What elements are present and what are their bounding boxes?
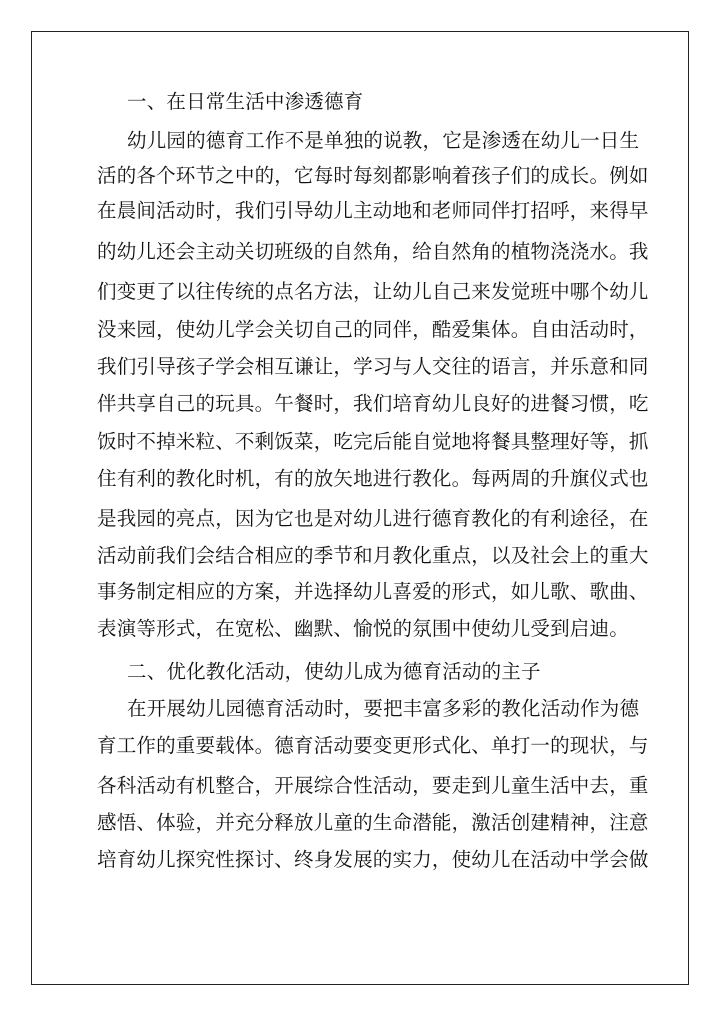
- section-heading: 一、在日常生活中渗透德育: [127, 90, 364, 113]
- paragraph-line: 培育幼儿探究性探讨、终身发展的实力，使幼儿在活动中学会做: [97, 848, 649, 871]
- paragraph-line: 住有利的教化时机，有的放矢地进行教化。每两周的升旗仪式也: [97, 467, 649, 490]
- paragraph-line: 们变更了以往传统的点名方法，让幼儿自己来发觉班中哪个幼儿: [97, 280, 649, 303]
- paragraph-line: 是我园的亮点，因为它也是对幼儿进行德育教化的有利途径，在: [97, 507, 649, 530]
- paragraph-line: 活动前我们会结合相应的季节和月教化重点，以及社会上的重大: [97, 544, 649, 567]
- paragraph-line: 伴共享自己的玩具。午餐时，我们培育幼儿良好的进餐习惯，吃: [97, 392, 649, 415]
- paragraph-line: 在开展幼儿园德育活动时，要把丰富多彩的教化活动作为德: [127, 697, 640, 720]
- paragraph-line: 在晨间活动时，我们引导幼儿主动地和老师同伴打招呼，来得早: [97, 199, 649, 222]
- paragraph-line: 表演等形式，在宽松、幽默、愉悦的氛围中使幼儿受到启迪。: [97, 617, 629, 640]
- paragraph-line: 各科活动有机整合，开展综合性活动，要走到儿童生活中去，重: [97, 774, 649, 797]
- paragraph-line: 没来园，使幼儿学会关切自己的同伴，酷爱集体。自由活动时，: [97, 318, 649, 341]
- paragraph-line: 饭时不掉米粒、不剩饭菜，吃完后能自觉地将餐具整理好等，抓: [97, 430, 649, 453]
- paragraph-line: 活的各个环节之中的，它每时每刻都影响着孩子们的成长。例如: [97, 164, 649, 187]
- paragraph-line: 感悟、体验，并充分释放儿童的生命潜能，激活创建精神，注意: [97, 811, 649, 834]
- paragraph-line: 育工作的重要载体。德育活动要变更形式化、单打一的现状，与: [97, 734, 649, 757]
- paragraph-line: 事务制定相应的方案，并选择幼儿喜爱的形式，如儿歌、歌曲、: [97, 580, 649, 603]
- paragraph-line: 幼儿园的德育工作不是单独的说教，它是渗透在幼儿一日生: [127, 129, 640, 152]
- paragraph-line: 的幼儿还会主动关切班级的自然角，给自然角的植物浇浇水。我: [97, 240, 649, 263]
- section-heading: 二、优化教化活动，使幼儿成为德育活动的主子: [127, 660, 541, 683]
- paragraph-line: 我们引导孩子学会相互谦让，学习与人交往的语言，并乐意和同: [97, 355, 649, 378]
